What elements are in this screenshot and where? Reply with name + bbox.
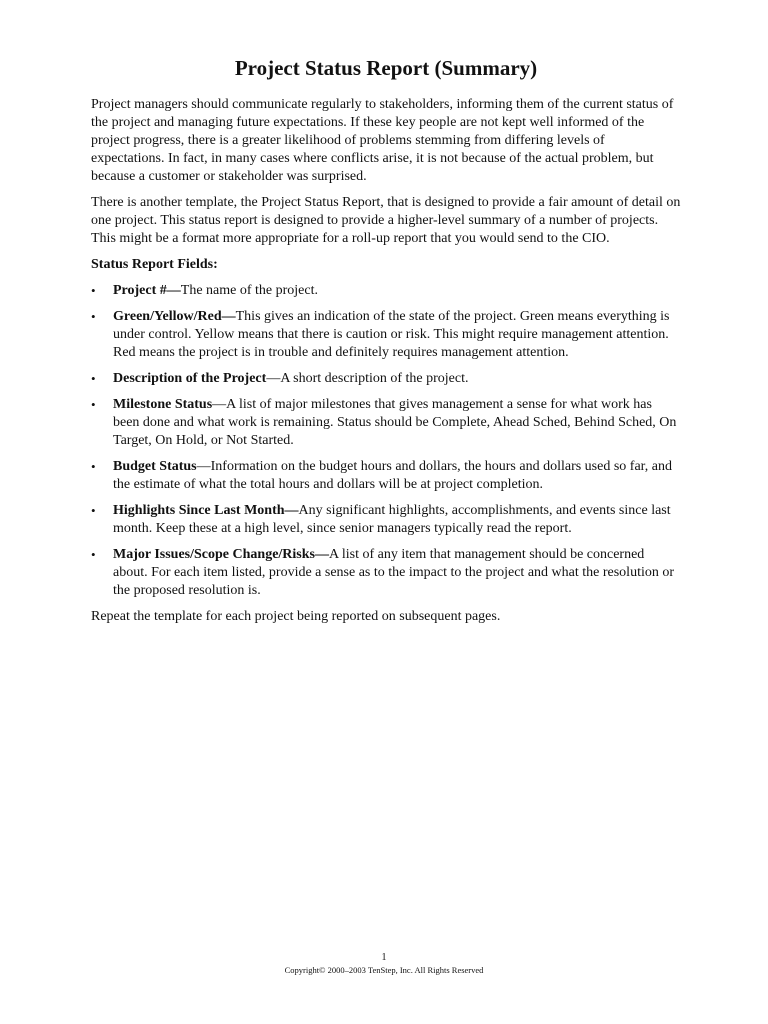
field-term: Highlights Since Last Month— <box>113 503 299 518</box>
template-paragraph: There is another template, the Project Status Report, that is designed to provide a fair amount of detail on one project. This status report is designed to provide a higher-level summary of a number of projects. This might be a format more appropriate for a roll-up report that you would send to the CIO. <box>91 195 681 246</box>
field-text: —A list of major milestones that gives management a sense for what work has been done and what work is remaining. Status should be Complete, Ahead Sched, Behind Sched, On Target, On Hold, or Not Started. <box>113 397 677 448</box>
bullet-icon: • <box>91 503 96 518</box>
fields-list <box>91 282 681 600</box>
field-term: Green/Yellow/Red— <box>113 309 236 324</box>
field-term: Project #— <box>113 283 181 298</box>
bullet-icon: • <box>91 309 96 324</box>
field-term: Major Issues/Scope Change/Risks— <box>113 547 329 562</box>
page-number: 1 <box>381 952 387 963</box>
page-title: Project Status Report (Summary) <box>234 56 538 80</box>
bullet-icon: • <box>91 547 96 562</box>
fields-heading: Status Report Fields: <box>91 257 218 272</box>
list-item <box>91 458 681 494</box>
bullet-icon: • <box>91 371 96 386</box>
list-item <box>91 308 681 362</box>
list-item <box>91 370 681 388</box>
field-text: Any significant highlights, accomplishments, and events since last month. Keep these at a high level, since senior managers typically read the report. <box>113 503 671 536</box>
copyright-notice: Copyright© 2000–2003 TenStep, Inc. All Rights Reserved <box>284 965 484 975</box>
document-body <box>91 54 681 634</box>
field-text: This gives an indication of the state of the project. Green means everything is under control. Yellow means that there is caution or risk. This might require management attention. Red means the project is in trouble and definitely requires management attention. <box>113 309 670 360</box>
list-item <box>91 502 681 538</box>
closing-paragraph: Repeat the template for each project being reported on subsequent pages. <box>91 609 501 624</box>
list-item <box>91 396 681 450</box>
field-text: The name of the project. <box>180 283 318 298</box>
field-text: —A short description of the project. <box>266 371 469 386</box>
bullet-icon: • <box>91 397 96 412</box>
field-term: Budget Status <box>113 459 197 474</box>
field-term: Milestone Status <box>113 397 213 412</box>
list-item <box>91 282 681 300</box>
field-text: A list of any item that management should be concerned about. For each item listed, provide a sense as to the impact to the project and what the resolution or the proposed resolution is. <box>113 547 675 598</box>
field-text: —Information on the budget hours and dollars, the hours and dollars used so far, and the estimate of what the total hours and dollars will be at project completion. <box>113 459 672 492</box>
bullet-icon: • <box>91 459 96 474</box>
list-item <box>91 546 681 600</box>
field-term: Description of the Project <box>113 371 267 386</box>
intro-paragraph: Project managers should communicate regularly to stakeholders, informing them of the current status of the project and managing future expectations. If these key people are not kept well informed of the project progress, there is a greater likelihood of problems stemming from differing levels of expectations. In fact, in many cases where conflicts arise, it is not because of the actual problem, but because a customer or stakeholder was surprised. <box>91 97 674 184</box>
bullet-icon: • <box>91 283 96 298</box>
